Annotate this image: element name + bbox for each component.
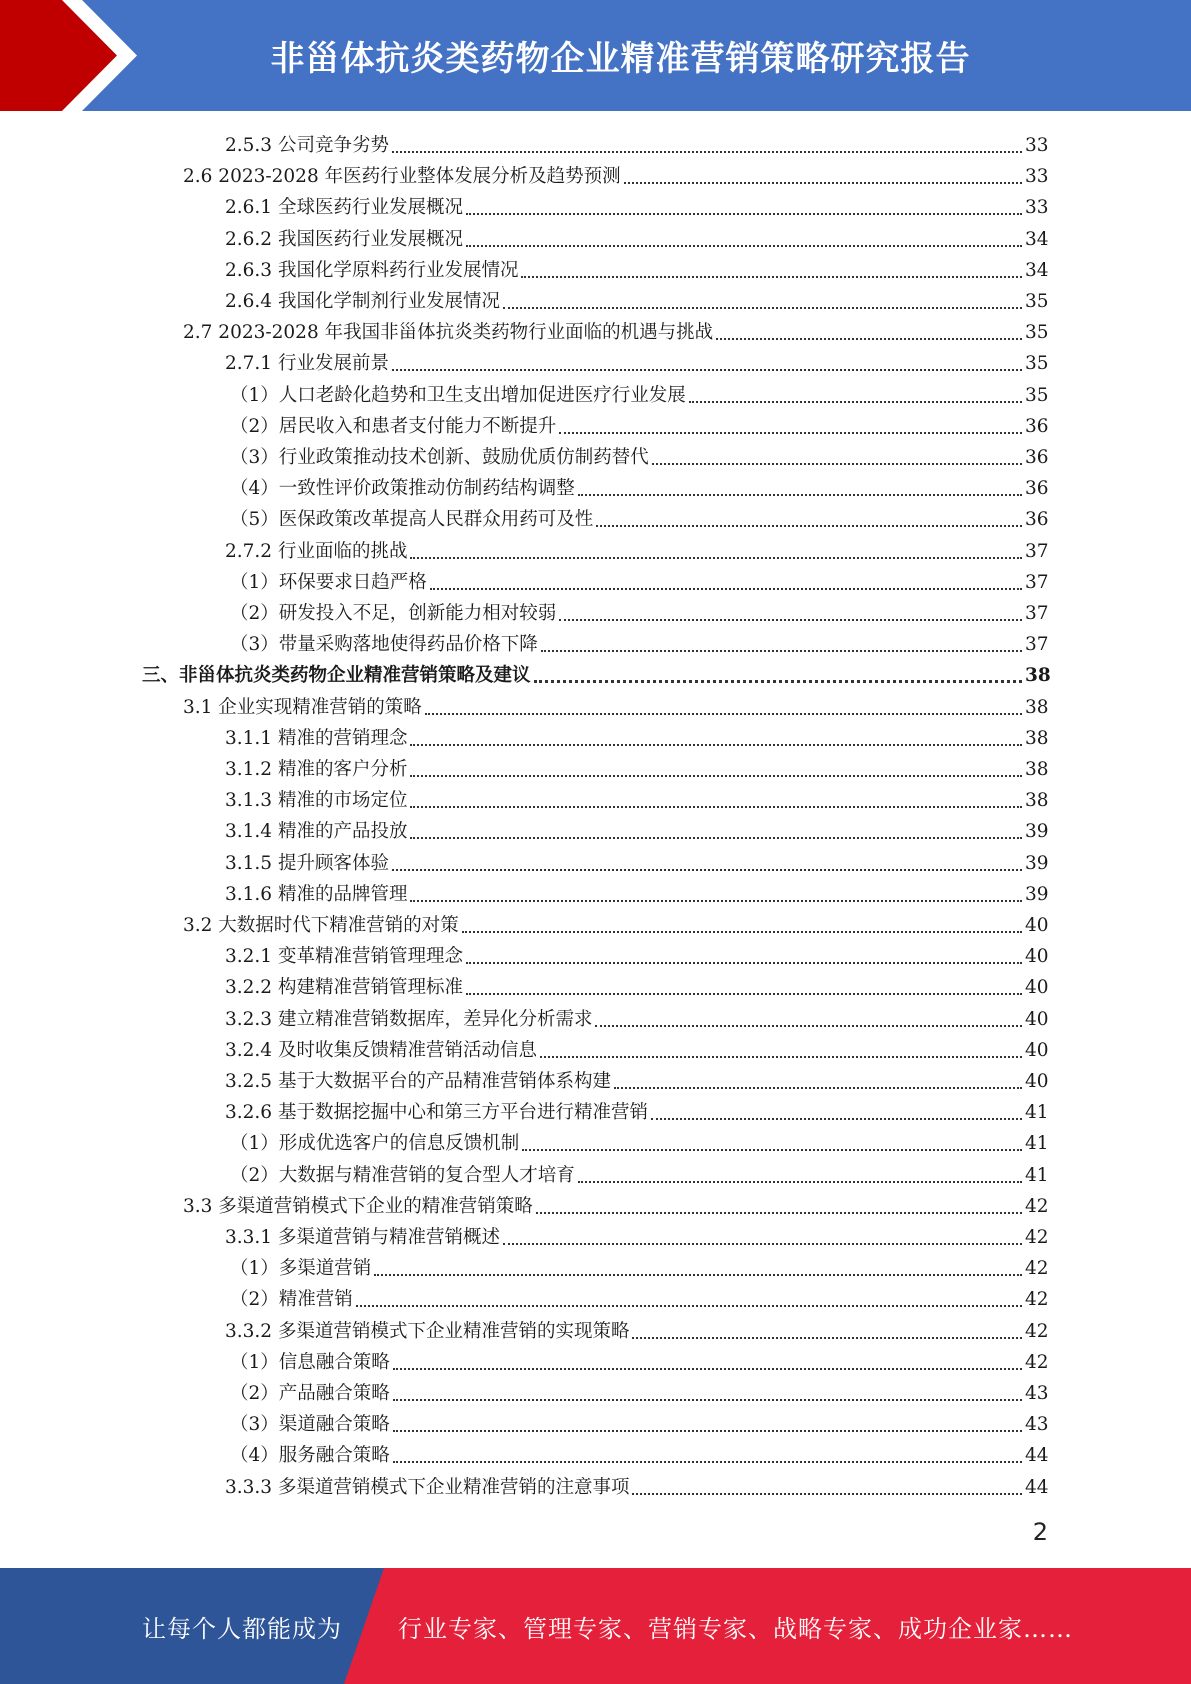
toc-entry-page: 42 bbox=[1025, 1258, 1049, 1280]
toc-entry-page: 40 bbox=[1025, 946, 1049, 968]
toc-entry-page: 40 bbox=[1025, 1071, 1049, 1092]
toc-entry-page: 42 bbox=[1025, 1195, 1049, 1217]
toc-entry[interactable] bbox=[0, 1437, 1191, 1468]
toc-dot-leader bbox=[392, 369, 1022, 371]
toc-dot-leader bbox=[716, 338, 1022, 340]
toc-entry-label: 3.3.1 多渠道营销与精准营销概述 bbox=[225, 1227, 500, 1248]
toc-entry[interactable] bbox=[0, 1281, 1191, 1312]
toc-dot-leader bbox=[410, 744, 1022, 746]
toc-entry-label: 三、非甾体抗炎类药物企业精准营销策略及建议 bbox=[142, 665, 531, 687]
toc-dot-leader bbox=[578, 1181, 1022, 1183]
toc-dot-leader bbox=[596, 525, 1022, 527]
toc-entry[interactable] bbox=[0, 969, 1191, 1000]
toc-entry-label: （2）产品融合策略 bbox=[230, 1383, 390, 1404]
toc-entry-label: （4）一致性评价政策推动仿制药结构调整 bbox=[230, 478, 575, 500]
toc-entry-page: 42 bbox=[1025, 1320, 1049, 1342]
toc-entry[interactable] bbox=[0, 626, 1191, 657]
toc-dot-leader bbox=[578, 494, 1022, 496]
toc-dot-leader bbox=[374, 1274, 1022, 1276]
toc-entry-page: 40 bbox=[1025, 1039, 1049, 1061]
toc-dot-leader bbox=[466, 245, 1022, 247]
toc-entry[interactable] bbox=[0, 657, 1191, 688]
toc-entry[interactable] bbox=[0, 1094, 1191, 1125]
toc-dot-leader bbox=[430, 588, 1022, 590]
toc-dot-leader bbox=[541, 650, 1022, 652]
toc-entry-page: 36 bbox=[1025, 478, 1049, 500]
toc-dot-leader bbox=[624, 182, 1022, 184]
toc-dot-leader bbox=[632, 1493, 1022, 1495]
toc-entry-page: 37 bbox=[1025, 603, 1049, 624]
page-footer bbox=[0, 1568, 1191, 1684]
toc-entry-label: （1）信息融合策略 bbox=[230, 1351, 390, 1373]
toc-entry-label: （1）环保要求日趋严格 bbox=[230, 571, 427, 593]
toc-entry-label: 2.7.2 行业面临的挑战 bbox=[225, 540, 408, 562]
toc-entry[interactable] bbox=[0, 1157, 1191, 1188]
toc-entry-page: 43 bbox=[1025, 1383, 1049, 1404]
toc-entry-page: 35 bbox=[1025, 322, 1049, 344]
toc-dot-leader bbox=[425, 713, 1022, 715]
toc-entry-page: 44 bbox=[1025, 1445, 1049, 1467]
toc-entry-label: （5）医保政策改革提高人民群众用药可及性 bbox=[230, 509, 594, 531]
toc-entry-label: （3）渠道融合策略 bbox=[230, 1414, 390, 1436]
toc-entry-page: 39 bbox=[1025, 852, 1049, 874]
toc-entry-label: 3.2.2 构建精准营销管理标准 bbox=[225, 977, 463, 999]
report-title: 非甾体抗炎类药物企业精准营销策略研究报告 bbox=[270, 39, 971, 79]
toc-entry[interactable] bbox=[0, 377, 1191, 408]
toc-entry-page: 41 bbox=[1025, 1102, 1049, 1124]
toc-entry-page: 42 bbox=[1025, 1351, 1049, 1373]
toc-entry-label: 3.2.1 变革精准营销管理理念 bbox=[225, 946, 463, 968]
toc-entry[interactable] bbox=[0, 1250, 1191, 1281]
toc-entry-page: 36 bbox=[1025, 447, 1049, 468]
toc-entry[interactable] bbox=[0, 1032, 1191, 1063]
toc-entry[interactable] bbox=[0, 907, 1191, 938]
toc-entry-page: 38 bbox=[1025, 790, 1049, 812]
toc-entry-label: 3.2 大数据时代下精准营销的对策 bbox=[183, 915, 459, 936]
toc-dot-leader bbox=[392, 151, 1022, 153]
toc-entry-label: 3.1.3 精准的市场定位 bbox=[225, 790, 408, 812]
toc-entry-page: 44 bbox=[1025, 1476, 1049, 1498]
toc-dot-leader bbox=[393, 1430, 1022, 1432]
toc-entry[interactable] bbox=[0, 720, 1191, 751]
toc-entry[interactable] bbox=[0, 564, 1191, 595]
toc-entry-label: （3）行业政策推动技术创新、鼓励优质仿制药替代 bbox=[230, 447, 649, 468]
toc-entry-page: 33 bbox=[1025, 135, 1049, 156]
toc-entry[interactable] bbox=[0, 501, 1191, 532]
toc-dot-leader bbox=[651, 1118, 1022, 1120]
toc-dot-leader bbox=[689, 401, 1022, 403]
toc-dot-leader bbox=[503, 307, 1022, 309]
toc-entry-label: （1）人口老龄化趋势和卫生支出增加促进医疗行业发展 bbox=[230, 384, 686, 406]
toc-entry[interactable] bbox=[0, 1469, 1191, 1500]
toc-entry-label: 2.6.1 全球医药行业发展概况 bbox=[225, 197, 463, 219]
toc-dot-leader bbox=[559, 432, 1022, 434]
toc-dot-leader bbox=[466, 213, 1022, 215]
toc-entry-page: 37 bbox=[1025, 634, 1049, 656]
toc-entry-page: 36 bbox=[1025, 509, 1049, 531]
toc-dot-leader bbox=[393, 1368, 1022, 1370]
toc-entry-label: （2）精准营销 bbox=[230, 1289, 353, 1311]
toc-entry-label: （1）多渠道营销 bbox=[230, 1258, 372, 1280]
toc-entry-label: 3.1.6 精准的品牌管理 bbox=[225, 883, 408, 905]
toc-entry-label: （3）带量采购落地使得药品价格下降 bbox=[230, 634, 538, 656]
toc-entry-page: 40 bbox=[1025, 915, 1049, 936]
toc-entry-label: 3.2.4 及时收集反馈精准营销活动信息 bbox=[225, 1039, 537, 1061]
toc-entry-label: 3.1.4 精准的产品投放 bbox=[225, 821, 408, 843]
toc-entry-label: 3.1.2 精准的客户分析 bbox=[225, 759, 408, 780]
toc-entry-label: 2.5.3 公司竞争劣势 bbox=[225, 135, 389, 156]
toc-dot-leader bbox=[410, 806, 1022, 808]
toc-entry-label: （4）服务融合策略 bbox=[230, 1445, 390, 1467]
toc-dot-leader bbox=[652, 463, 1022, 465]
toc-entry-page: 42 bbox=[1025, 1227, 1049, 1248]
toc-entry[interactable] bbox=[0, 345, 1191, 376]
toc-entry[interactable] bbox=[0, 1344, 1191, 1375]
toc-entry-page: 43 bbox=[1025, 1414, 1049, 1436]
toc-entry-label: 3.1.5 提升顾客体验 bbox=[225, 852, 389, 874]
toc-entry-label: 3.3 多渠道营销模式下企业的精准营销策略 bbox=[183, 1195, 533, 1217]
toc-entry[interactable] bbox=[0, 189, 1191, 220]
toc-entry[interactable] bbox=[0, 876, 1191, 907]
toc-entry-page: 33 bbox=[1025, 166, 1049, 188]
toc-entry[interactable] bbox=[0, 283, 1191, 314]
toc-entry[interactable] bbox=[0, 595, 1191, 626]
footer-slogan-right: 行业专家、管理专家、营销专家、战略专家、成功企业家…… bbox=[398, 1614, 1073, 1643]
toc-entry[interactable] bbox=[0, 689, 1191, 720]
toc-entry[interactable] bbox=[0, 533, 1191, 564]
toc-entry[interactable] bbox=[0, 1125, 1191, 1156]
toc-entry-label: （2）研发投入不足，创新能力相对较弱 bbox=[230, 603, 557, 624]
page-number: 2 bbox=[1032, 1518, 1048, 1546]
toc-entry-label: （2）大数据与精准营销的复合型人才培育 bbox=[230, 1164, 575, 1186]
toc-entry-page: 37 bbox=[1025, 571, 1049, 593]
toc-entry-page: 35 bbox=[1025, 353, 1049, 375]
toc-entry-page: 38 bbox=[1025, 759, 1049, 780]
toc-entry-label: 3.3.3 多渠道营销模式下企业精准营销的注意事项 bbox=[225, 1476, 630, 1498]
toc-entry-page: 40 bbox=[1025, 977, 1049, 999]
toc-entry[interactable] bbox=[0, 938, 1191, 969]
toc-dot-leader bbox=[392, 869, 1022, 871]
toc-entry-label: 3.3.2 多渠道营销模式下企业精准营销的实现策略 bbox=[225, 1320, 630, 1342]
toc-entry-page: 38 bbox=[1025, 696, 1049, 718]
toc-entry-label: 3.2.5 基于大数据平台的产品精准营销体系构建 bbox=[225, 1071, 611, 1092]
toc-entry[interactable] bbox=[0, 1406, 1191, 1437]
toc-dot-leader bbox=[466, 962, 1022, 964]
toc-entry[interactable] bbox=[0, 470, 1191, 501]
toc-entry-label: 2.6 2023-2028 年医药行业整体发展分析及趋势预测 bbox=[183, 166, 621, 188]
toc-entry[interactable] bbox=[0, 813, 1191, 844]
toc-entry-label: （1）形成优选客户的信息反馈机制 bbox=[230, 1133, 520, 1155]
toc-dot-leader bbox=[559, 619, 1022, 621]
toc-dot-leader bbox=[356, 1305, 1022, 1307]
header-arrow-decoration bbox=[0, 0, 160, 111]
toc-entry-page: 35 bbox=[1025, 291, 1049, 312]
toc-entry-label: 3.1 企业实现精准营销的策略 bbox=[183, 696, 422, 718]
toc-entry[interactable] bbox=[0, 845, 1191, 876]
toc-entry-page: 34 bbox=[1025, 228, 1049, 250]
toc-dot-leader bbox=[410, 775, 1022, 777]
toc-entry-label: 2.7.1 行业发展前景 bbox=[225, 353, 389, 375]
toc-entry-page: 35 bbox=[1025, 384, 1049, 406]
toc-dot-leader bbox=[503, 1243, 1022, 1245]
toc-entry-page: 39 bbox=[1025, 883, 1049, 905]
toc-entry-label: 3.2.3 建立精准营销数据库，差异化分析需求 bbox=[225, 1008, 593, 1030]
toc-entry[interactable] bbox=[0, 1063, 1191, 1094]
toc-entry[interactable] bbox=[0, 252, 1191, 283]
toc-dot-leader bbox=[534, 680, 1022, 683]
toc-entry-label: 2.7 2023-2028 年我国非甾体抗炎类药物行业面临的机遇与挑战 bbox=[183, 322, 714, 344]
toc-entry[interactable] bbox=[0, 1219, 1191, 1250]
toc-dot-leader bbox=[632, 1337, 1022, 1339]
toc-entry[interactable] bbox=[0, 1313, 1191, 1344]
toc-entry-page: 38 bbox=[1025, 665, 1051, 687]
toc-dot-leader bbox=[536, 1212, 1022, 1214]
toc-entry-page: 38 bbox=[1025, 727, 1049, 749]
toc-dot-leader bbox=[410, 900, 1022, 902]
toc-dot-leader bbox=[614, 1087, 1022, 1089]
toc-dot-leader bbox=[462, 931, 1022, 933]
toc-entry[interactable] bbox=[0, 408, 1191, 439]
toc-entry-page: 41 bbox=[1025, 1133, 1049, 1155]
toc-entry[interactable] bbox=[0, 158, 1191, 189]
footer-slogan-left: 让每个人都能成为 bbox=[142, 1614, 342, 1643]
toc-entry-label: 2.6.4 我国化学制剂行业发展情况 bbox=[225, 291, 500, 312]
toc-entry[interactable] bbox=[0, 782, 1191, 813]
toc-entry-page: 36 bbox=[1025, 415, 1049, 437]
toc-dot-leader bbox=[595, 1025, 1022, 1027]
toc-entry-page: 41 bbox=[1025, 1164, 1049, 1186]
toc-dot-leader bbox=[522, 1149, 1022, 1151]
toc-entry-page: 33 bbox=[1025, 197, 1049, 219]
toc-entry[interactable] bbox=[0, 221, 1191, 252]
toc-entry-label: 3.1.1 精准的营销理念 bbox=[225, 727, 408, 749]
toc-entry-label: 3.2.6 基于数据挖掘中心和第三方平台进行精准营销 bbox=[225, 1102, 648, 1124]
toc-entry-page: 40 bbox=[1025, 1008, 1049, 1030]
toc-entry[interactable] bbox=[0, 1188, 1191, 1219]
toc-entry[interactable] bbox=[0, 314, 1191, 345]
toc-entry-label: 2.6.2 我国医药行业发展概况 bbox=[225, 228, 463, 250]
toc-dot-leader bbox=[393, 1461, 1022, 1463]
toc-dot-leader bbox=[393, 1399, 1022, 1401]
page-header bbox=[0, 0, 1191, 111]
toc-dot-leader bbox=[466, 993, 1022, 995]
toc-dot-leader bbox=[521, 276, 1022, 278]
toc-entry-page: 42 bbox=[1025, 1289, 1049, 1311]
toc-entry-page: 37 bbox=[1025, 540, 1049, 562]
toc-dot-leader bbox=[540, 1056, 1022, 1058]
toc-entry-page: 34 bbox=[1025, 259, 1049, 281]
toc-entry[interactable] bbox=[0, 1001, 1191, 1032]
toc-entry[interactable] bbox=[0, 751, 1191, 782]
toc-entry[interactable] bbox=[0, 127, 1191, 158]
toc-entry[interactable] bbox=[0, 439, 1191, 470]
toc-entry-label: 2.6.3 我国化学原料药行业发展情况 bbox=[225, 259, 519, 281]
toc-dot-leader bbox=[410, 557, 1022, 559]
toc-dot-leader bbox=[410, 837, 1022, 839]
toc-entry-page: 39 bbox=[1025, 821, 1049, 843]
toc-entry-label: （2）居民收入和患者支付能力不断提升 bbox=[230, 415, 557, 437]
toc-entry[interactable] bbox=[0, 1375, 1191, 1406]
